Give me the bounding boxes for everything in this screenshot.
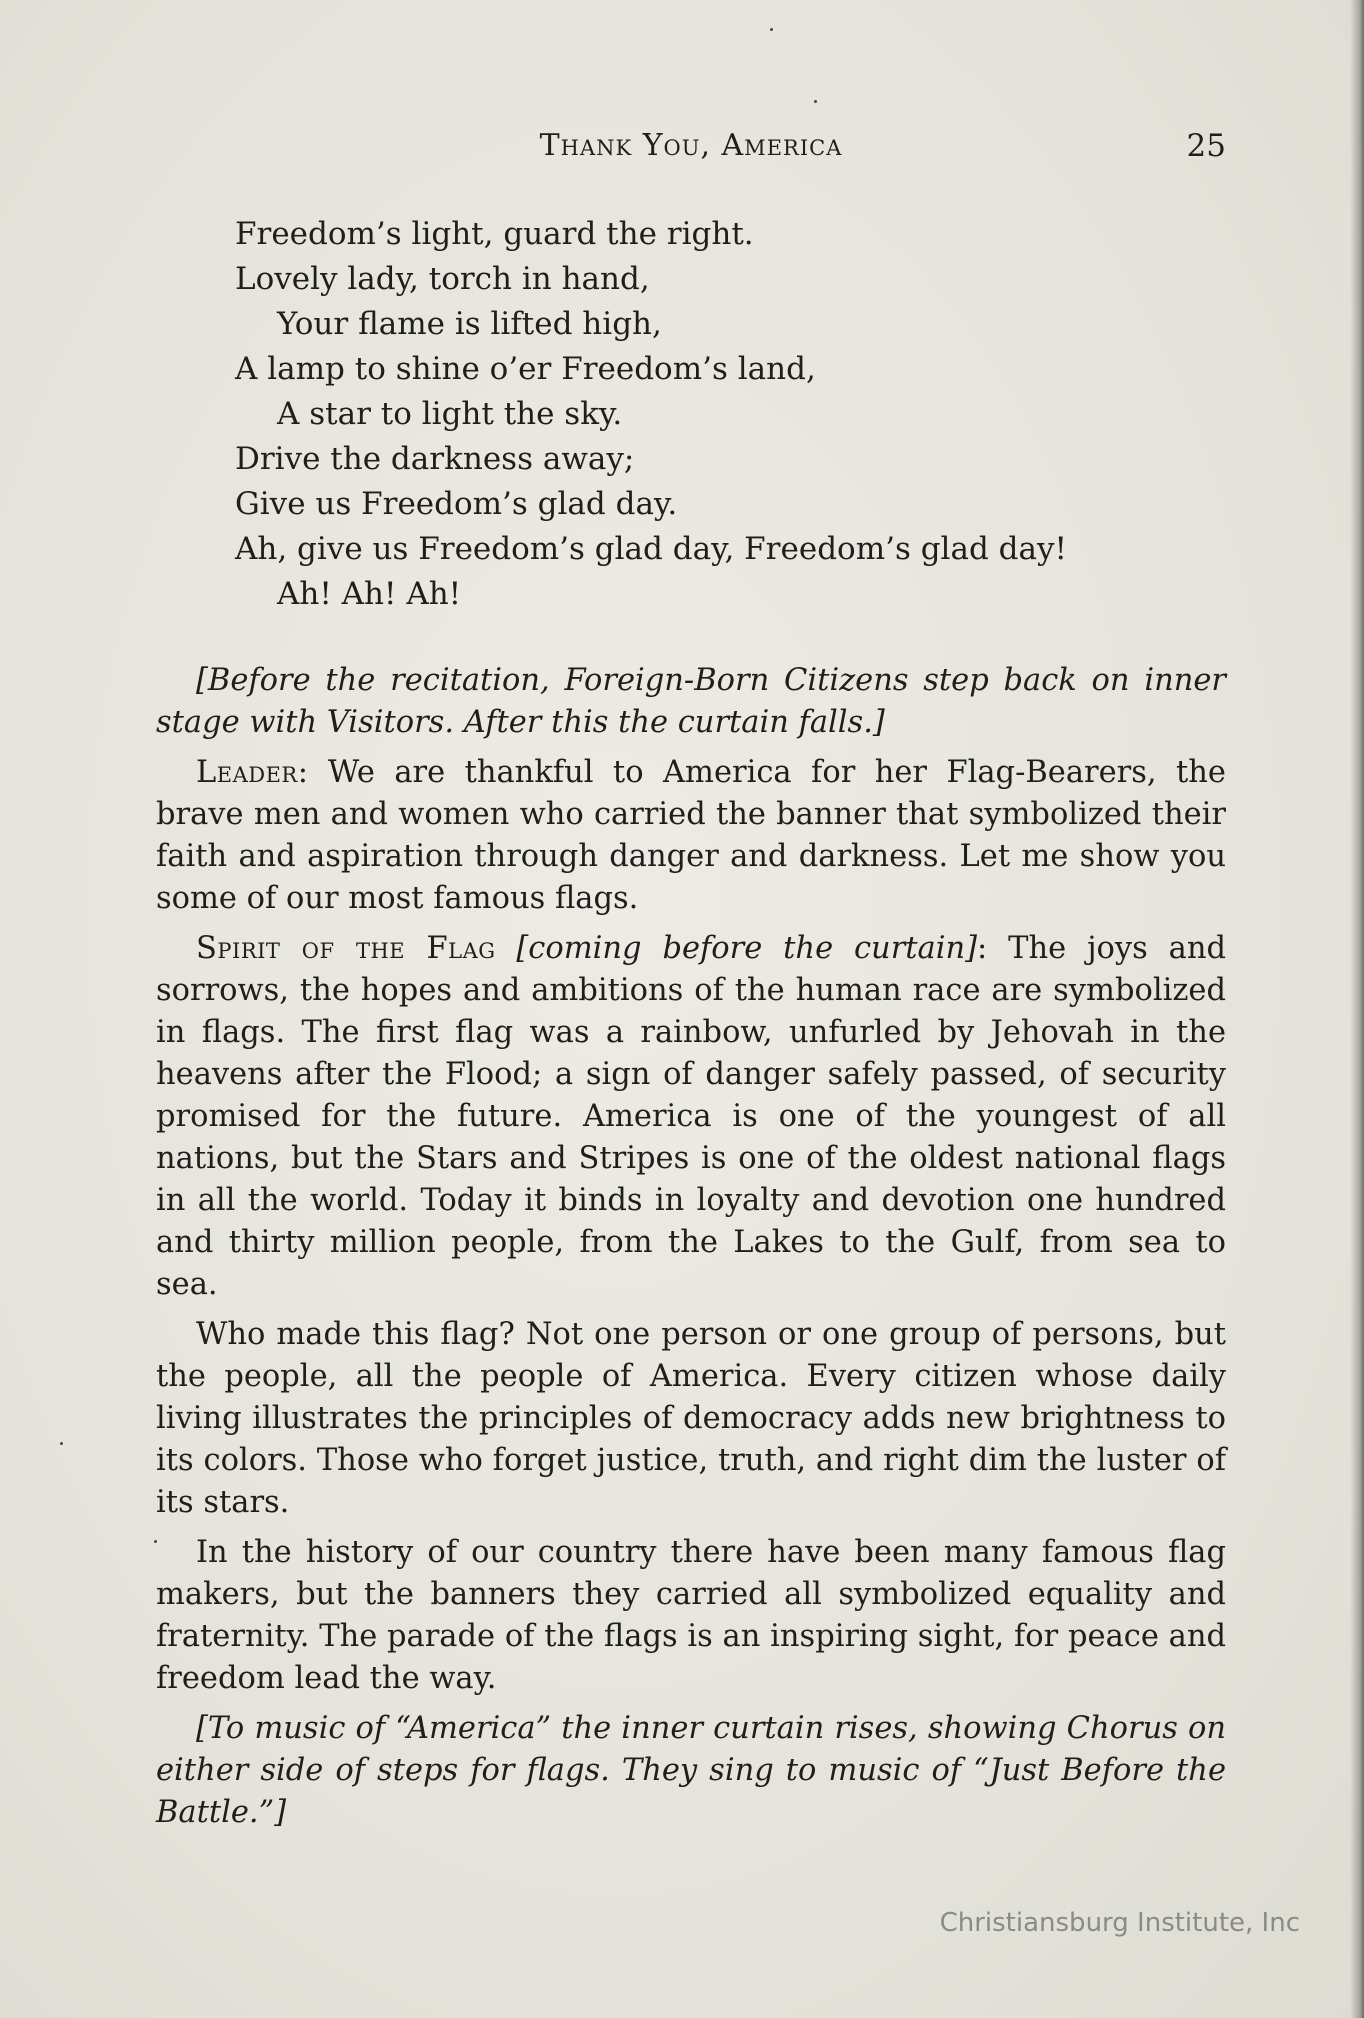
verse-line: Ah! Ah! Ah! [277, 576, 462, 612]
paragraph: In the history of our country there have been many famous flag makers, but the banners they carried all symbolized equality and fraternity. The parade of the flags is an inspiring sight, for peace and freedom lead the way. [156, 1535, 1226, 1696]
speech-text: We are thankful to America for her Flag-Bearers, the brave men and women who carried the banner that symbolized their faith and aspiration through danger and darkness. Let me show you some of our most famous flags. [156, 755, 1226, 916]
stage-direction: [To music of “America” the inner curtain rises, showing Chorus on either side of steps for flags. They sing to music of “Just Before the Battle.”] [156, 1711, 1226, 1830]
verse-line: Drive the darkness away; [235, 441, 635, 477]
paper-speck [770, 28, 773, 31]
verse-line: Ah, give us Freedom’s glad day, Freedom’s glad day! [235, 531, 1067, 567]
verse-line: A lamp to shine o’er Freedom’s land, [235, 351, 816, 387]
song-verse [235, 212, 1235, 617]
verse-line: Your flame is lifted high, [277, 306, 662, 342]
speaker-name: Leader: [196, 755, 309, 790]
verse-line: Freedom’s light, guard the right. [235, 216, 754, 252]
verse-line: Give us Freedom’s glad day. [235, 486, 678, 522]
speaker-name: Spirit of the Flag [196, 931, 496, 966]
body-text [156, 660, 1226, 1842]
running-title: Thank You, America [539, 128, 843, 163]
paragraph: Who made this flag? Not one person or one group of persons, but the people, all the people of America. Every citizen whose daily living illustrates the principles of democracy adds new brightness to its colors. Those who forget justice, truth, and right dim the luster of its stars. [156, 1317, 1226, 1520]
verse-line: A star to light the sky. [277, 396, 623, 432]
speech-text: : The joys and sorrows, the hopes and ambitions of the human race are symbolized in flags. The first flag was a rainbow, unfurled by Jehovah in the heavens after the Flood; a sign of danger safely passed, of security promised for the future. America is one of the youngest of all nations, but the Stars and Stripes is one of the oldest national flags in all the world. Today it binds in loyalty and devotion one hundred and thirty million people, from the Lakes to the Gulf, from sea to sea. [156, 931, 1226, 1302]
page-number: 25 [1186, 128, 1226, 164]
inline-direction: [coming before the curtain] [516, 931, 978, 966]
spirit-speech [156, 928, 1226, 1306]
watermark: Christiansburg Institute, Inc [939, 1908, 1300, 1938]
page-edge-shadow [1350, 0, 1364, 2018]
paper-speck [814, 100, 817, 103]
running-head [156, 124, 1226, 174]
stage-direction: [Before the recitation, Foreign-Born Citizens step back on inner stage with Visitors. After this the curtain falls.] [156, 663, 1226, 740]
leader-speech [156, 752, 1226, 920]
verse-line: Lovely lady, torch in hand, [235, 261, 650, 297]
paper-speck [60, 1442, 63, 1445]
